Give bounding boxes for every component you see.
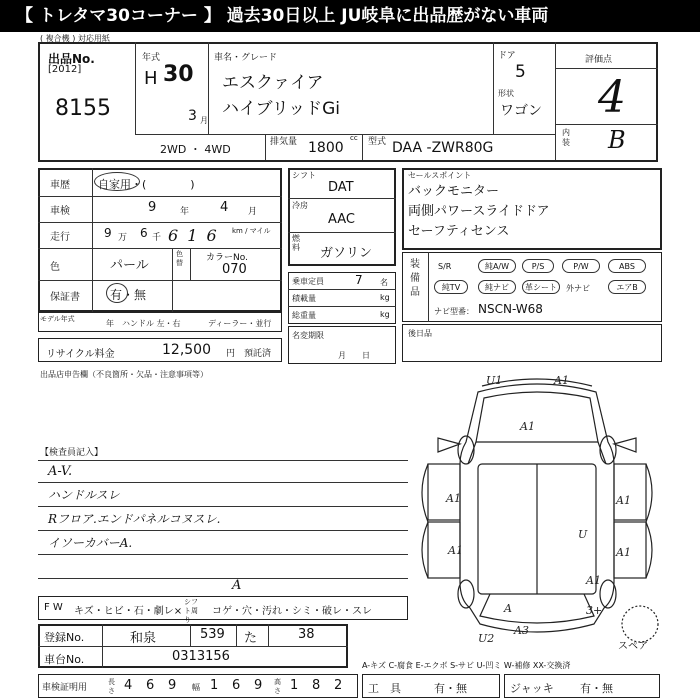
- fw-label: F W: [44, 602, 63, 613]
- year-label: 年式: [142, 53, 161, 63]
- warranty-label: 保証書: [50, 292, 80, 303]
- color-code: 070: [222, 262, 247, 277]
- diagram-mark-a: A: [504, 602, 512, 615]
- diagram-mark-a1-left: A1: [446, 492, 461, 505]
- fw-shift-label: シフト周り: [184, 598, 198, 624]
- certificate-label: 車検証明用: [42, 683, 88, 693]
- color-label: 色: [50, 262, 60, 273]
- eq-leather: 革シート: [522, 280, 560, 294]
- registration-change-label: 名変期限: [292, 331, 324, 340]
- inspection-label: 車検: [50, 206, 70, 217]
- fuel-value: ガソリン: [320, 246, 373, 261]
- load-label: 積載量: [292, 294, 316, 303]
- fw-hand-mark: A: [232, 578, 242, 593]
- model-type-label: 型式: [368, 137, 387, 147]
- sales-line-3: セーフティセンス: [408, 224, 510, 239]
- certificate-width-2: 6: [232, 678, 241, 693]
- lot-number: 8155: [55, 96, 111, 121]
- eq-ext-navi: 外ナビ: [566, 284, 590, 293]
- shift-label: シフト: [292, 171, 316, 180]
- interior-label: 内装: [562, 128, 570, 147]
- lot-label: 出品No.: [48, 52, 95, 66]
- interior-value: B: [608, 126, 626, 154]
- history-label: 車歴: [50, 180, 70, 191]
- diagram-mark-a1-right: A1: [616, 494, 631, 507]
- certificate-height-1: 1: [290, 678, 299, 693]
- score-label: 評価点: [585, 55, 613, 65]
- shape-value: ワゴン: [500, 103, 542, 119]
- post-date-label: 後日品: [408, 329, 432, 338]
- sales-label: セールスポイント: [408, 171, 472, 180]
- year-value: 30: [163, 62, 194, 87]
- certificate-height-3: 2: [334, 678, 343, 693]
- jack-value: 有・無: [580, 682, 613, 695]
- mileage-man: 9: [104, 226, 112, 240]
- diagram-mark-a3: A3: [514, 624, 529, 637]
- color-value: パール: [110, 258, 149, 273]
- navi-value: NSCN-W68: [478, 302, 543, 316]
- fw-items2: コゲ・穴・汚れ・シミ・破レ・スレ: [212, 606, 372, 617]
- load-unit: kg: [380, 293, 390, 302]
- capacity-label: 乗車定員: [292, 277, 324, 286]
- post-date-block: [402, 324, 662, 362]
- recycle-label: リサイクル料金: [46, 349, 115, 360]
- sales-line-1: バックモニター: [408, 184, 500, 199]
- sales-line-2: 両側パワースライドドア: [408, 204, 550, 219]
- capacity-unit: 名: [380, 278, 388, 287]
- damage-legend: A-キズ C-腐食 E-エクボ S-サビ U-凹ミ W-補修 XX-交換済: [362, 661, 571, 670]
- diagram-mark-a1-left-rear: A1: [448, 544, 463, 557]
- navi-label: ナビ型番：: [434, 307, 474, 316]
- inspection-month-unit: 月: [248, 207, 258, 217]
- registration-label: 登録No.: [44, 631, 85, 644]
- ac-value: AAC: [328, 212, 355, 227]
- certificate-height-label: 高さ: [274, 678, 281, 695]
- mileage-hand: 6 1 6: [168, 226, 219, 245]
- tools-value: 有・無: [434, 682, 467, 695]
- recycle-note: 預託済: [244, 349, 272, 359]
- warranty-circle: [106, 283, 128, 303]
- eq-aw: 純A/W: [478, 259, 516, 273]
- seller-report-label: 出品店申告欄（不良箇所・欠品・注意事項等）: [40, 370, 208, 379]
- ac-label: 冷房: [292, 201, 308, 210]
- mileage-unit: km / マイル: [232, 227, 271, 235]
- registration-area: 和泉: [130, 631, 157, 646]
- history-value: 自家用・( ): [98, 178, 195, 191]
- model-details-year: 年: [106, 319, 114, 328]
- displacement-unit: cc: [350, 134, 358, 142]
- weight-unit: kg: [380, 310, 390, 319]
- diagram-mark-u2: U2: [478, 632, 495, 645]
- eq-ps: P/S: [522, 259, 554, 273]
- certificate-width-1: 1: [210, 678, 219, 693]
- capacity-value: 7: [355, 273, 363, 287]
- mileage-label: 走行: [50, 232, 70, 243]
- fw-items: キズ・ヒビ・石・劇レ×: [74, 606, 183, 617]
- inspector-note-2: ハンドルスレ: [48, 488, 120, 502]
- spare-label: スペア: [618, 641, 648, 652]
- top-note: ( 複合機 ) 対応用紙: [40, 34, 110, 43]
- model-type-value: DAA -ZWR80G: [392, 140, 494, 156]
- tools-label: 工 具: [368, 682, 401, 695]
- jack-label: ジャッキ: [510, 682, 554, 695]
- weight-label: 総重量: [292, 311, 316, 320]
- registration-kana: た: [244, 631, 258, 646]
- displacement-value: 1800: [308, 140, 344, 156]
- doors-value: 5: [515, 62, 526, 82]
- certificate-long-2: 6: [146, 678, 155, 693]
- certificate-long-label: 長さ: [108, 678, 115, 695]
- year-era: H: [144, 68, 158, 89]
- car-grade: ハイブリッドGi: [222, 99, 341, 119]
- inspector-note-3: Rフロア.エンドパネルコヌスレ.: [48, 512, 221, 526]
- mileage-man-unit: 万: [118, 233, 128, 243]
- diagram-mark-a1-right-rear: A1: [616, 546, 631, 559]
- certificate-long-3: 9: [168, 678, 177, 693]
- diagram-mark-a1-front: A1: [554, 374, 569, 387]
- registration-class: 539: [200, 627, 225, 642]
- fuel-label: 燃料: [292, 234, 300, 252]
- car-damage-diagram: [408, 372, 666, 650]
- eq-tv: 純TV: [434, 280, 468, 294]
- year-month: 3: [188, 108, 197, 124]
- eq-sr: S/R: [438, 262, 452, 271]
- diagram-mark-3plus: 3+: [586, 604, 603, 617]
- warranty-value: 有・無: [110, 288, 147, 302]
- color-code-label: カラーNo.: [206, 253, 248, 263]
- equipment-label: 装備品: [410, 259, 420, 298]
- certificate-long-1: 4: [124, 678, 133, 693]
- certificate-height-2: 8: [312, 678, 321, 693]
- eq-airbag: エアB: [608, 280, 646, 294]
- diagram-mark-u1: U1: [486, 374, 503, 387]
- model-details-label: モデル年式: [40, 315, 75, 323]
- inspection-year-unit: 年: [180, 207, 190, 217]
- eq-navi: 純ナビ: [478, 280, 516, 294]
- diagram-mark-a1-quarter: A1: [586, 574, 601, 587]
- inspection-year: 9: [148, 200, 157, 215]
- color-change-label: 色替: [176, 250, 183, 267]
- chassis-value: 0313156: [172, 649, 230, 664]
- diagram-mark-u: U: [578, 528, 588, 541]
- lot-year-tag: [2012]: [48, 64, 82, 75]
- inspector-note-1: A-V.: [48, 464, 73, 479]
- doors-label: ドア: [498, 51, 516, 61]
- drive-label: 2WD ・ 4WD: [160, 143, 231, 156]
- mileage-sen-unit: 千: [152, 233, 162, 243]
- registration-number: 38: [298, 627, 315, 642]
- mileage-sen: 6: [140, 226, 148, 240]
- certificate-width-3: 9: [254, 678, 263, 693]
- recycle-value: 12,500: [162, 342, 211, 358]
- score-value: 4: [598, 72, 626, 123]
- inspection-month: 4: [220, 200, 229, 215]
- displacement-label: 排気量: [270, 137, 298, 147]
- inspector-label: 【検査員記入】: [40, 448, 104, 458]
- chassis-label: 車台No.: [44, 653, 85, 666]
- model-details-handle: ハンドル 左・右: [122, 319, 181, 328]
- shift-value: DAT: [328, 180, 354, 195]
- car-name-label: 車名・グレード: [214, 53, 278, 63]
- car-name: エスクァイア: [222, 73, 324, 93]
- eq-abs: ABS: [608, 259, 646, 273]
- model-details-dealer: ディーラー・並行: [208, 319, 272, 328]
- history-circle: [94, 172, 140, 191]
- inspector-note-4: イソーカバーA.: [48, 536, 133, 550]
- eq-pw: P/W: [562, 259, 600, 273]
- year-month-unit: 月: [200, 116, 208, 125]
- shape-label: 形状: [498, 89, 514, 98]
- certificate-width-label: 幅: [192, 683, 200, 692]
- diagram-mark-a1-hood: A1: [520, 420, 535, 433]
- registration-change-unit: 月 日: [338, 351, 370, 360]
- recycle-unit: 円: [226, 349, 236, 359]
- banner: 【 トレタマ30コーナー 】 過去30日以上 JU岐阜に出品歴がない車両: [0, 0, 700, 32]
